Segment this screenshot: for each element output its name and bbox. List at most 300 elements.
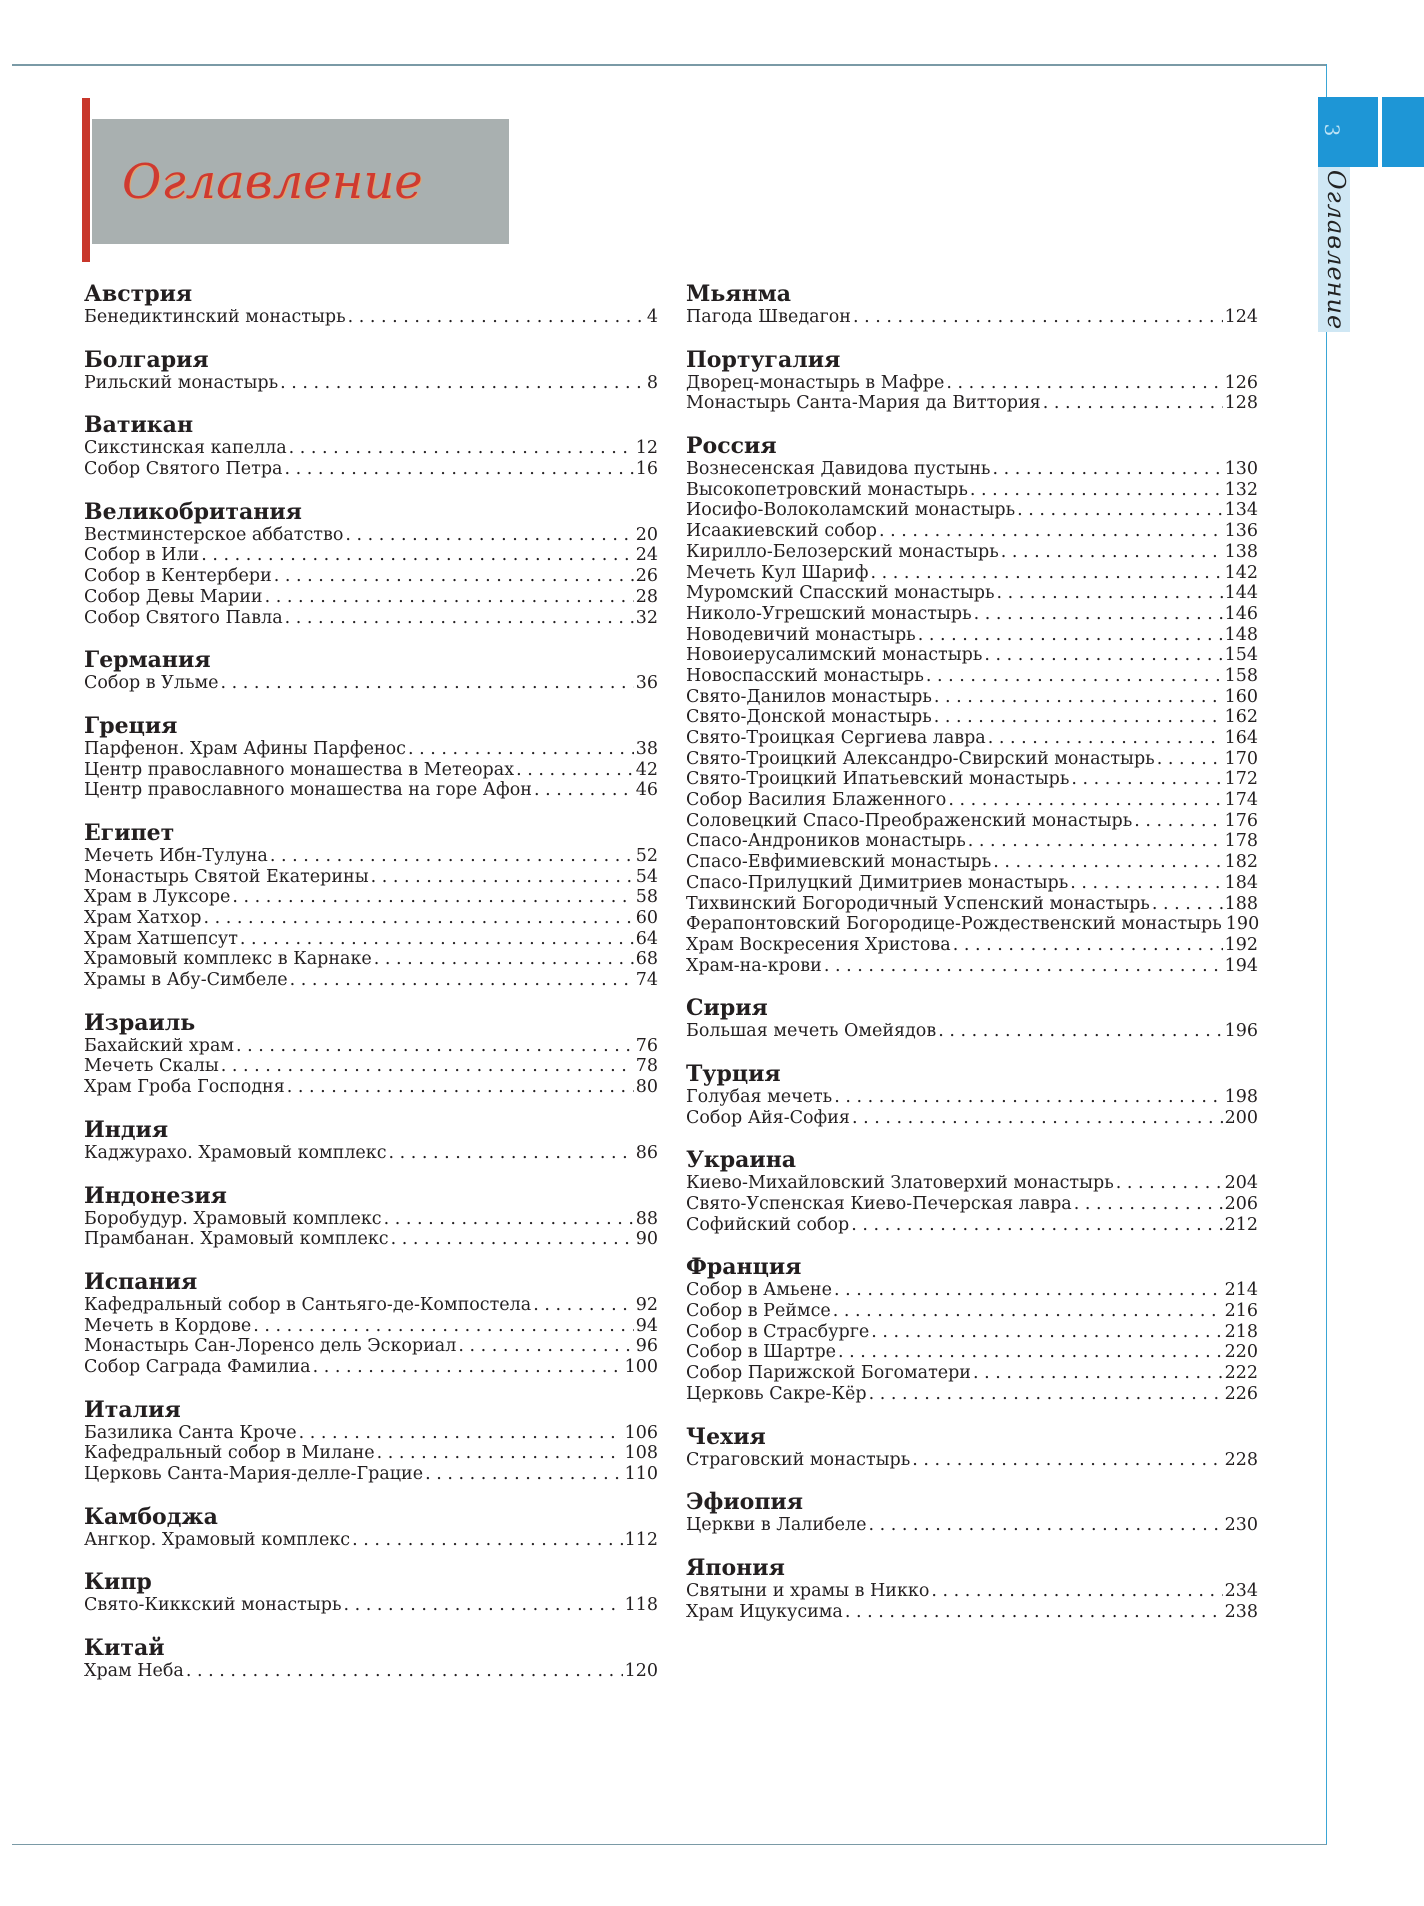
toc-section: [84, 412, 658, 479]
dot-leader: [344, 1595, 623, 1616]
toc-entry[interactable]: [686, 687, 1258, 708]
entry-page-number: 212: [1224, 1214, 1258, 1235]
toc-entry[interactable]: [686, 563, 1258, 584]
toc-entry[interactable]: [84, 1036, 658, 1057]
toc-entry[interactable]: [686, 1342, 1258, 1363]
entry-title: Собор в Амьене: [686, 1280, 832, 1301]
toc-entry[interactable]: [84, 1056, 658, 1077]
country-heading: Австрия: [84, 281, 193, 307]
entry-page-number: 206: [1224, 1194, 1258, 1214]
toc-entry[interactable]: [686, 666, 1258, 687]
toc-entry[interactable]: [686, 1515, 1258, 1536]
entry-page-number: 238: [1224, 1601, 1258, 1622]
toc-section: [686, 995, 1258, 1042]
toc-entry[interactable]: [686, 480, 1258, 501]
dot-leader: [1116, 1173, 1223, 1194]
dot-leader: [299, 1423, 623, 1444]
entry-page-number: 80: [635, 1077, 658, 1098]
entry-page-number: 74: [635, 970, 658, 991]
toc-section: [84, 347, 658, 394]
toc-section: [84, 1010, 658, 1098]
entry-title: Киево-Михайловский Златоверхий монастырь: [686, 1173, 1114, 1194]
toc-section: [686, 1061, 1258, 1128]
entry-page-number: 132: [1224, 479, 1258, 500]
toc-entry[interactable]: [686, 1301, 1258, 1322]
toc-entry[interactable]: [84, 846, 658, 867]
entry-page-number: 176: [1224, 810, 1258, 831]
toc-section: [686, 1147, 1258, 1235]
entry-page-number: 78: [635, 1056, 658, 1077]
country-heading: Италия: [84, 1396, 181, 1423]
entry-page-number: 126: [1224, 372, 1258, 393]
dot-leader: [992, 459, 1222, 480]
dot-leader: [458, 1336, 633, 1357]
dot-leader: [879, 521, 1223, 542]
dot-leader: [408, 739, 634, 760]
toc-entry[interactable]: [686, 373, 1258, 394]
toc-entry[interactable]: [686, 707, 1258, 728]
entry-page-number: 184: [1224, 872, 1258, 893]
entry-title: Храм в Луксоре: [84, 887, 231, 908]
entry-title: Спасо-Андроников монастырь: [686, 831, 966, 852]
dot-leader: [852, 1108, 1223, 1129]
entry-page-number: 178: [1224, 831, 1258, 852]
dot-leader: [425, 1464, 623, 1485]
dot-leader: [533, 1295, 634, 1316]
country-heading: Китай: [84, 1635, 165, 1662]
entry-page-number: 88: [635, 1208, 658, 1229]
toc-entry[interactable]: [84, 545, 658, 566]
entry-title: Николо-Угрешский монастырь: [686, 603, 972, 624]
dot-leader: [391, 1229, 634, 1250]
dot-leader: [834, 1280, 1223, 1301]
dot-leader: [974, 604, 1223, 625]
dot-leader: [970, 480, 1223, 501]
toc-entry[interactable]: [686, 625, 1258, 646]
entry-page-number: 148: [1224, 624, 1258, 645]
dot-leader: [345, 525, 633, 546]
dot-leader: [371, 867, 634, 888]
entry-page-number: 194: [1224, 955, 1258, 976]
entry-title: Исаакиевский собор: [686, 521, 877, 542]
dot-leader: [946, 373, 1222, 394]
toc-entry[interactable]: [84, 1336, 658, 1357]
dot-leader: [993, 852, 1222, 873]
entry-title: Новоспасский монастырь: [686, 665, 924, 686]
dot-leader: [868, 1515, 1222, 1536]
entry-page-number: 68: [635, 949, 658, 970]
entry-title: Страговский монастырь: [686, 1449, 911, 1470]
country-heading: Россия: [686, 433, 777, 460]
entry-title: Свято-Киккский монастырь: [84, 1595, 342, 1616]
entry-page-number: 32: [635, 607, 658, 628]
toc-entry[interactable]: [686, 393, 1258, 414]
dot-leader: [824, 956, 1223, 977]
toc-section: [84, 1117, 658, 1164]
entry-page-number: 96: [635, 1336, 658, 1357]
dot-leader: [274, 566, 634, 587]
entry-title: Собор Святого Павла: [84, 607, 283, 628]
entry-page-number: 198: [1224, 1086, 1258, 1107]
dot-leader: [285, 608, 634, 629]
entry-page-number: 38: [635, 738, 658, 759]
toc-section: [84, 1569, 658, 1616]
toc-entry[interactable]: [686, 1280, 1258, 1301]
entry-page-number: 154: [1224, 645, 1258, 666]
entry-title: Собор в Или: [84, 545, 200, 566]
entry-title: Собор Святого Петра: [84, 459, 283, 480]
page-title: Оглавление: [122, 153, 423, 210]
toc-column-left: [84, 281, 658, 1701]
dot-leader: [1134, 811, 1222, 832]
dot-leader: [348, 307, 645, 328]
entry-page-number: 28: [635, 586, 658, 607]
toc-entry[interactable]: [686, 1450, 1258, 1471]
entry-title: Голубая мечеть: [686, 1086, 833, 1107]
entry-page-number: 128: [1224, 393, 1258, 414]
entry-page-number: 230: [1224, 1515, 1258, 1536]
dot-leader: [374, 949, 634, 970]
toc-entry[interactable]: [84, 867, 658, 888]
country-heading: Чехия: [686, 1423, 766, 1450]
entry-title: Монастырь Сан-Лоренсо дель Эскориал: [84, 1336, 457, 1357]
country-heading: Кипр: [84, 1569, 152, 1596]
entry-page-number: 142: [1224, 562, 1258, 583]
dot-leader: [870, 563, 1222, 584]
toc-entry[interactable]: [686, 645, 1258, 666]
country-heading: Ватикан: [84, 412, 194, 439]
toc-entry[interactable]: [84, 760, 658, 781]
dot-leader: [221, 1056, 634, 1077]
toc-entry[interactable]: [84, 566, 658, 587]
entry-page-number: 228: [1224, 1449, 1258, 1470]
dot-leader: [997, 583, 1223, 604]
toc-entry[interactable]: [686, 749, 1258, 770]
toc-entry[interactable]: [84, 673, 658, 694]
toc-entry[interactable]: [84, 525, 658, 546]
entry-title: Высокопетровский монастырь: [686, 479, 968, 500]
toc-entry[interactable]: [686, 852, 1258, 873]
dot-leader: [201, 545, 633, 566]
country-heading: Индия: [84, 1116, 169, 1143]
toc-column-right: [686, 281, 1258, 1641]
dot-leader: [534, 780, 634, 801]
entry-title: Мечеть Скалы: [84, 1056, 219, 1077]
toc-entry[interactable]: [84, 438, 658, 459]
entry-page-number: 36: [635, 673, 658, 694]
entry-title: Боробудур. Храмовый комплекс: [84, 1208, 382, 1229]
entry-title: Церковь Сакре-Кёр: [686, 1383, 867, 1404]
toc-entry[interactable]: [686, 894, 1258, 915]
dot-leader: [265, 587, 634, 608]
country-heading: Япония: [686, 1554, 785, 1581]
entry-title: Пагода Шведагон: [686, 307, 851, 327]
toc-entry[interactable]: [686, 1021, 1258, 1042]
entry-title: Храм Гроба Господня: [84, 1077, 285, 1098]
toc-section: [84, 1183, 658, 1250]
toc-entry[interactable]: [84, 1316, 658, 1337]
entry-page-number: 190: [1225, 914, 1260, 935]
toc-entry[interactable]: [686, 307, 1258, 328]
entry-title: Рильский монастырь: [84, 372, 279, 393]
toc-entry[interactable]: [84, 739, 658, 760]
page-number: 3: [1320, 123, 1344, 137]
entry-page-number: 12: [635, 438, 658, 459]
entry-title: Спасо-Прилуцкий Димитриев монастырь: [686, 872, 1069, 893]
dot-leader: [918, 625, 1223, 646]
toc-entry[interactable]: [686, 1194, 1258, 1215]
dot-leader: [384, 1209, 634, 1230]
toc-entry[interactable]: [686, 831, 1258, 852]
entry-title: Храм Неба: [84, 1661, 184, 1682]
dot-leader: [1001, 542, 1223, 563]
entry-title: Собор в Ульме: [84, 673, 219, 694]
toc-entry[interactable]: [84, 908, 658, 929]
dot-leader: [938, 1021, 1222, 1042]
dot-leader: [1017, 500, 1222, 521]
entry-page-number: 112: [624, 1529, 658, 1550]
dot-leader: [186, 1661, 623, 1682]
toc-entry[interactable]: [686, 1087, 1258, 1108]
entry-page-number: 4: [646, 307, 658, 327]
entry-page-number: 52: [635, 845, 658, 866]
entry-page-number: 108: [624, 1443, 658, 1464]
country-heading: Испания: [84, 1268, 198, 1295]
toc-entry[interactable]: [84, 307, 658, 328]
entry-page-number: 60: [635, 908, 658, 928]
entry-title: Прамбанан. Храмовый комплекс: [84, 1229, 389, 1250]
dot-leader: [851, 1215, 1222, 1236]
entry-page-number: 136: [1224, 521, 1258, 542]
toc-entry[interactable]: [84, 1423, 658, 1444]
toc-entry[interactable]: [84, 1357, 658, 1378]
toc-entry[interactable]: [686, 1173, 1258, 1194]
entry-title: Соловецкий Спасо-Преображенский монастырь: [686, 810, 1133, 831]
dot-leader: [988, 728, 1223, 749]
toc-entry[interactable]: [686, 500, 1258, 521]
country-heading: Греция: [84, 712, 178, 739]
toc-entry[interactable]: [84, 1464, 658, 1485]
side-tab-block-secondary: [1382, 97, 1424, 167]
toc-entry[interactable]: [686, 1108, 1258, 1129]
entry-page-number: 146: [1224, 603, 1258, 624]
entry-title: Софийский собор: [686, 1214, 850, 1235]
entry-title: Сикстинская капелла: [84, 438, 287, 459]
entry-title: Дворец-монастырь в Мафре: [686, 372, 945, 393]
entry-page-number: 134: [1224, 500, 1258, 521]
entry-title: Свято-Троицкий Ипатьевский монастырь: [686, 769, 1070, 790]
entry-title: Церкви в Лалибеле: [686, 1515, 867, 1536]
entry-title: Монастырь Святой Екатерины: [84, 866, 369, 887]
country-heading: Великобритания: [84, 498, 302, 525]
entry-title: Храм Ицукусима: [686, 1601, 843, 1622]
entry-title: Храм Хатхор: [84, 908, 202, 928]
entry-page-number: 118: [624, 1595, 658, 1616]
country-heading: Камбоджа: [84, 1503, 218, 1530]
country-heading: Эфиопия: [686, 1489, 804, 1516]
entry-title: Собор в Кентербери: [84, 566, 272, 587]
toc-entry[interactable]: [686, 914, 1258, 935]
toc-entry[interactable]: [84, 1595, 658, 1616]
entry-title: Кирилло-Белозерский монастырь: [686, 541, 999, 562]
entry-page-number: 106: [624, 1422, 658, 1443]
entry-page-number: 164: [1224, 728, 1258, 748]
entry-page-number: 58: [635, 887, 658, 908]
toc-entry[interactable]: [686, 769, 1258, 790]
toc-section: [84, 1397, 658, 1485]
toc-entry[interactable]: [84, 970, 658, 991]
country-heading: Болгария: [84, 346, 209, 373]
dot-leader: [953, 935, 1223, 956]
entry-title: Большая мечеть Омейядов: [686, 1021, 937, 1042]
dot-leader: [912, 1450, 1222, 1471]
toc-entry[interactable]: [84, 949, 658, 970]
entry-page-number: 8: [646, 372, 658, 393]
dot-leader: [232, 887, 633, 908]
toc-entry[interactable]: [686, 1363, 1258, 1384]
toc-entry[interactable]: [686, 1384, 1258, 1405]
entry-title: Собор Саграда Фамилиа: [84, 1356, 311, 1377]
entry-title: Кафедральный собор в Милане: [84, 1443, 375, 1464]
country-heading: Мьянма: [686, 281, 792, 307]
entry-page-number: 130: [1224, 459, 1258, 480]
entry-title: Бахайский храм: [84, 1035, 235, 1056]
dot-leader: [931, 1581, 1222, 1602]
toc-entry[interactable]: [84, 1209, 658, 1230]
entry-page-number: 220: [1224, 1342, 1258, 1363]
dot-leader: [853, 307, 1223, 328]
toc-entry[interactable]: [84, 608, 658, 629]
entry-title: Собор Айя-София: [686, 1107, 850, 1128]
country-heading: Германия: [84, 647, 211, 674]
entry-page-number: 64: [635, 928, 658, 949]
toc-entry[interactable]: [686, 583, 1258, 604]
toc-entry[interactable]: [686, 935, 1258, 956]
dot-leader: [948, 790, 1222, 811]
entry-page-number: 110: [624, 1464, 658, 1484]
entry-page-number: 26: [635, 566, 658, 587]
toc-section: [686, 347, 1258, 414]
entry-page-number: 94: [635, 1315, 658, 1336]
dot-leader: [289, 438, 634, 459]
dot-leader: [834, 1087, 1222, 1108]
entry-title: Собор в Страсбурге: [686, 1321, 870, 1342]
entry-title: Бенедиктинский монастырь: [84, 307, 346, 327]
title-banner: [92, 119, 509, 244]
toc-entry[interactable]: [686, 956, 1258, 977]
toc-entry[interactable]: [686, 873, 1258, 894]
entry-title: Свято-Данилов монастырь: [686, 686, 932, 707]
toc-entry[interactable]: [686, 521, 1258, 542]
dot-leader: [290, 970, 634, 991]
entry-title: Храм-на-крови: [686, 955, 822, 976]
entry-page-number: 16: [635, 459, 658, 480]
toc-section: [686, 1254, 1258, 1404]
entry-page-number: 24: [635, 545, 658, 566]
dot-leader: [280, 373, 645, 394]
entry-title: Центр православного монашества в Метеорах: [84, 759, 515, 780]
toc-entry[interactable]: [84, 1143, 658, 1164]
entry-title: Спасо-Евфимиевский монастырь: [686, 852, 992, 873]
entry-page-number: 160: [1224, 686, 1258, 707]
side-tab-label: Оглавление: [1322, 169, 1350, 331]
entry-title: Вестминстерское аббатство: [84, 524, 344, 545]
dot-leader: [838, 1342, 1223, 1363]
toc-entry[interactable]: [84, 459, 658, 480]
entry-page-number: 42: [635, 759, 658, 780]
entry-page-number: 92: [635, 1294, 658, 1315]
toc-section: [84, 647, 658, 694]
entry-title: Ферапонтовский Богородице-Рождественский монастырь: [686, 914, 1222, 935]
dot-leader: [516, 760, 634, 781]
entry-title: Свято-Троицкая Сергиева лавра: [686, 728, 986, 748]
toc-entry[interactable]: [84, 929, 658, 950]
entry-page-number: 200: [1224, 1107, 1258, 1128]
entry-title: Кафедральный собор в Сантьяго-де-Компостела: [84, 1294, 532, 1315]
entry-title: Свято-Донской монастырь: [686, 707, 932, 728]
dot-leader: [253, 1316, 634, 1337]
entry-page-number: 214: [1224, 1280, 1258, 1301]
entry-page-number: 226: [1224, 1383, 1258, 1404]
toc-entry[interactable]: [84, 1530, 658, 1551]
dot-leader: [871, 1322, 1222, 1343]
country-heading: Израиль: [84, 1009, 196, 1036]
toc-entry[interactable]: [84, 1443, 658, 1464]
toc-entry[interactable]: [84, 587, 658, 608]
toc-entry[interactable]: [84, 1229, 658, 1250]
entry-page-number: 46: [635, 780, 658, 801]
toc-entry[interactable]: [84, 1077, 658, 1098]
toc-entry[interactable]: [686, 604, 1258, 625]
toc-entry[interactable]: [84, 1661, 658, 1682]
dot-leader: [240, 929, 634, 950]
entry-page-number: 54: [635, 866, 658, 887]
entry-title: Собор Парижской Богоматери: [686, 1363, 971, 1384]
entry-page-number: 204: [1224, 1173, 1258, 1194]
entry-title: Новодевичий монастырь: [686, 624, 916, 645]
dot-leader: [313, 1357, 623, 1378]
dot-leader: [203, 908, 633, 929]
toc-entry[interactable]: [686, 728, 1258, 749]
toc-entry[interactable]: [84, 1295, 658, 1316]
toc-entry[interactable]: [84, 780, 658, 801]
entry-title: Собор Девы Марии: [84, 586, 263, 607]
toc-entry[interactable]: [686, 1581, 1258, 1602]
toc-entry[interactable]: [84, 887, 658, 908]
toc-entry[interactable]: [686, 811, 1258, 832]
country-heading: Португалия: [686, 346, 841, 373]
entry-title: Храм Хатшепсут: [84, 928, 238, 949]
toc-entry[interactable]: [686, 790, 1258, 811]
toc-entry[interactable]: [84, 373, 658, 394]
toc-entry[interactable]: [686, 542, 1258, 563]
toc-entry[interactable]: [686, 1602, 1258, 1623]
dot-leader: [389, 1143, 634, 1164]
entry-title: Каджурахо. Храмовый комплекс: [84, 1142, 387, 1163]
dot-leader: [377, 1443, 623, 1464]
dot-leader: [287, 1077, 634, 1098]
entry-title: Центр православного монашества на горе Афон: [84, 780, 532, 801]
entry-title: Тихвинский Богородичный Успенский монастырь: [686, 893, 1150, 914]
entry-title: Собор в Шартре: [686, 1342, 837, 1363]
entry-title: Храмы в Абу-Симбеле: [84, 970, 288, 991]
toc-section: [686, 1489, 1258, 1536]
toc-entry[interactable]: [686, 1322, 1258, 1343]
entry-page-number: 170: [1224, 748, 1258, 769]
dot-leader: [833, 1301, 1223, 1322]
toc-entry[interactable]: [686, 459, 1258, 480]
toc-entry[interactable]: [686, 1215, 1258, 1236]
